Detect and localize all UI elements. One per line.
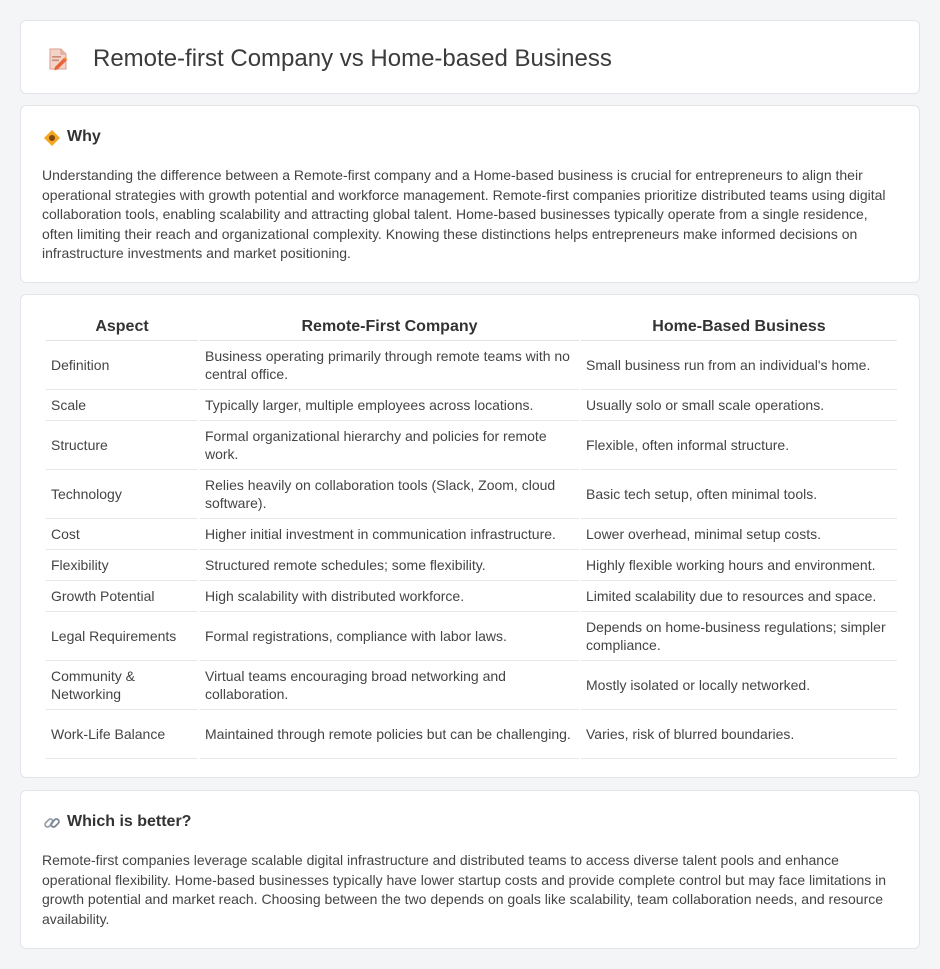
remote-first-cell: High scalability with distributed workforce. xyxy=(200,581,579,612)
aspect-cell: Technology xyxy=(46,470,198,519)
page-title: Remote-first Company vs Home-based Business xyxy=(93,45,612,72)
remote-first-cell: Typically larger, multiple employees across locations. xyxy=(200,390,579,421)
table-row xyxy=(46,421,897,470)
home-based-cell: Varies, risk of blurred boundaries. xyxy=(581,710,897,759)
table-row xyxy=(46,390,897,421)
aspect-cell: Work-Life Balance xyxy=(46,710,198,759)
aspect-cell: Scale xyxy=(46,390,198,421)
aspect-cell: Cost xyxy=(46,519,198,550)
home-based-cell: Highly flexible working hours and environment. xyxy=(581,550,897,581)
table-row xyxy=(46,341,897,390)
diamond-sign-icon xyxy=(43,129,61,147)
column-header-home-based: Home-Based Business xyxy=(581,313,897,341)
remote-first-cell: Virtual teams encouraging broad networking and collaboration. xyxy=(200,661,579,710)
table-row xyxy=(46,519,897,550)
table-row xyxy=(46,612,897,661)
table-row xyxy=(46,550,897,581)
home-based-cell: Mostly isolated or locally networked. xyxy=(581,661,897,710)
why-heading: Why xyxy=(67,128,101,145)
remote-first-cell: Structured remote schedules; some flexibility. xyxy=(200,550,579,581)
aspect-cell: Community & Networking xyxy=(46,661,198,710)
home-based-cell: Flexible, often informal structure. xyxy=(581,421,897,470)
remote-first-cell: Maintained through remote policies but can be challenging. xyxy=(200,710,579,759)
comparison-section xyxy=(20,294,920,778)
remote-first-cell: Business operating primarily through remote teams with no central office. xyxy=(200,341,579,390)
table-header-row xyxy=(46,313,897,341)
table-row xyxy=(46,581,897,612)
remote-first-cell: Higher initial investment in communication infrastructure. xyxy=(200,519,579,550)
home-based-cell: Depends on home-business regulations; simpler compliance. xyxy=(581,612,897,661)
aspect-cell: Flexibility xyxy=(46,550,198,581)
remote-first-cell: Formal registrations, compliance with labor laws. xyxy=(200,612,579,661)
home-based-cell: Small business run from an individual's home. xyxy=(581,341,897,390)
link-icon xyxy=(43,814,61,832)
table-row xyxy=(46,710,897,759)
home-based-cell: Usually solo or small scale operations. xyxy=(581,390,897,421)
remote-first-cell: Formal organizational hierarchy and policies for remote work. xyxy=(200,421,579,470)
aspect-cell: Growth Potential xyxy=(46,581,198,612)
which-is-better-heading: Which is better? xyxy=(67,813,192,830)
why-body: Understanding the difference between a Remote-first company and a Home-based business is crucial for entrepreneurs to align their operational strategies with growth potential and workforce management. Remote-first companies prioritize distributed teams using digital collaboration tools, enabling scalability and attracting global talent. Home-based businesses typically operate from a single residence, often limiting their reach and organizational complexity. Knowing these distinctions helps entrepreneurs make informed decisions on infrastructure investments and market positioning. xyxy=(42,167,886,261)
aspect-cell: Definition xyxy=(46,341,198,390)
table-row xyxy=(46,470,897,519)
which-is-better-body: Remote-first companies leverage scalable digital infrastructure and distributed teams to access diverse talent pools and enhance operational flexibility. Home-based businesses typically have lower startup costs and provide complete control but may face limitations in growth potential and market reach. Choosing between the two depends on goals like scalability, team collaboration needs, and resource availability. xyxy=(42,852,887,927)
remote-first-cell: Relies heavily on collaboration tools (Slack, Zoom, cloud software). xyxy=(200,470,579,519)
pencil-document-icon xyxy=(47,47,69,71)
home-based-cell: Basic tech setup, often minimal tools. xyxy=(581,470,897,519)
home-based-cell: Limited scalability due to resources and space. xyxy=(581,581,897,612)
aspect-cell: Legal Requirements xyxy=(46,612,198,661)
table-row xyxy=(46,661,897,710)
comparison-table xyxy=(44,313,899,759)
column-header-aspect: Aspect xyxy=(46,313,198,341)
aspect-cell: Structure xyxy=(46,421,198,470)
home-based-cell: Lower overhead, minimal setup costs. xyxy=(581,519,897,550)
header-card xyxy=(20,20,920,94)
column-header-remote-first: Remote-First Company xyxy=(200,313,579,341)
which-is-better-section xyxy=(20,790,920,949)
why-section xyxy=(20,105,920,283)
